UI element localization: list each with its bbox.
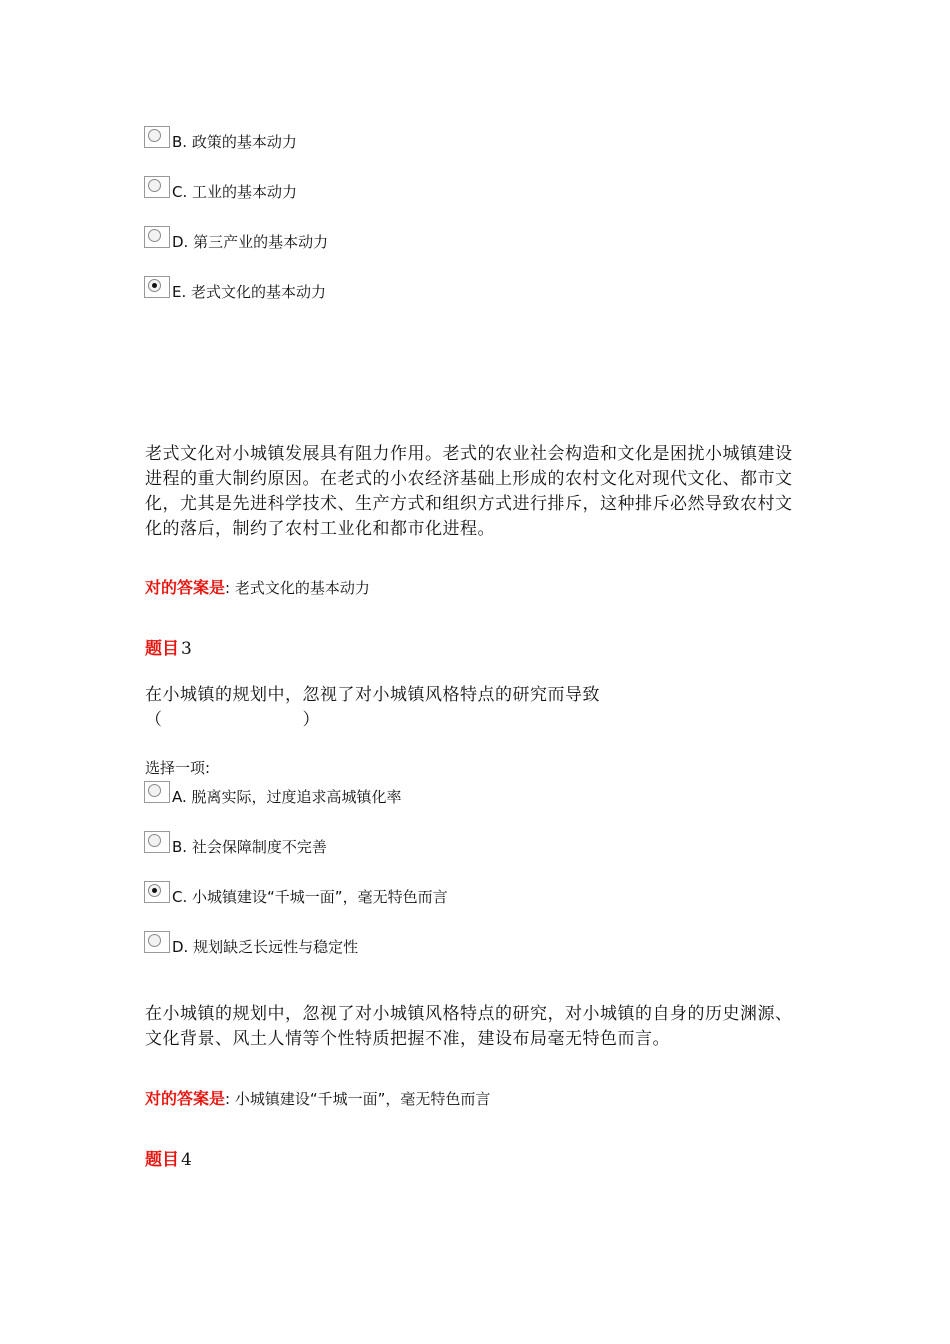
radio-unchecked-icon[interactable]: [144, 226, 170, 248]
radio-unchecked-icon[interactable]: [144, 176, 170, 198]
correct-answer: 对的答案是: 老式文化的基本动力: [145, 578, 370, 597]
option-b[interactable]: B. 政策的基本动力: [144, 130, 297, 154]
radio-unchecked-icon[interactable]: [144, 931, 170, 953]
answer-text: 小城镇建设“千城一面”，毫无特色而言: [234, 1090, 491, 1108]
correct-answer: 对的答案是: 小城镇建设“千城一面”，毫无特色而言: [145, 1089, 491, 1108]
option-c[interactable]: C. 工业的基本动力: [144, 180, 297, 204]
option-d[interactable]: D. 第三产业的基本动力: [144, 230, 328, 254]
option-e[interactable]: E. 老式文化的基本动力: [144, 280, 326, 304]
radio-checked-icon[interactable]: [144, 881, 170, 903]
explanation-text: 在小城镇的规划中，忽视了对小城镇风格特点的研究，对小城镇的自身的历史渊源、文化背景、风土人情等个性特质把握不准，建设布局毫无特色而言。: [145, 1004, 793, 1049]
radio-unchecked-icon[interactable]: [144, 831, 170, 853]
option-c[interactable]: C. 小城镇建设“千城一面”，毫无特色而言: [144, 885, 448, 909]
radio-checked-icon[interactable]: [144, 276, 170, 298]
answer-text: 老式文化的基本动力: [234, 579, 370, 597]
option-b[interactable]: B. 社会保障制度不完善: [144, 835, 327, 859]
answer-title: 对的答案是: [145, 578, 226, 597]
select-prompt: 选择一项:: [145, 759, 211, 777]
question-title: 题目 4: [145, 1150, 192, 1170]
radio-unchecked-icon[interactable]: [144, 781, 170, 803]
answer-title: 对的答案是: [145, 1089, 226, 1108]
option-d[interactable]: D. 规划缺乏长远性与稳定性: [144, 935, 358, 959]
question-title: 题目 3: [145, 639, 192, 659]
question-text: 在小城镇的规划中，忽视了对小城镇风格特点的研究而导致（ ）: [145, 685, 600, 730]
radio-unchecked-icon[interactable]: [144, 126, 170, 148]
explanation-text: 老式文化对小城镇发展具有阻力作用。老式的农业社会构造和文化是困扰小城镇建设进程的重大制约原因。在老式的小农经济基础上形成的农村文化对现代文化、都市文化，尤其是先进科学技术、生产方式和组织方式进行排斥，这种排斥必然导致农村文化的落后，制约了农村工业化和都市化进程。: [145, 444, 793, 539]
option-a[interactable]: A. 脱离实际，过度追求高城镇化率: [144, 785, 402, 809]
